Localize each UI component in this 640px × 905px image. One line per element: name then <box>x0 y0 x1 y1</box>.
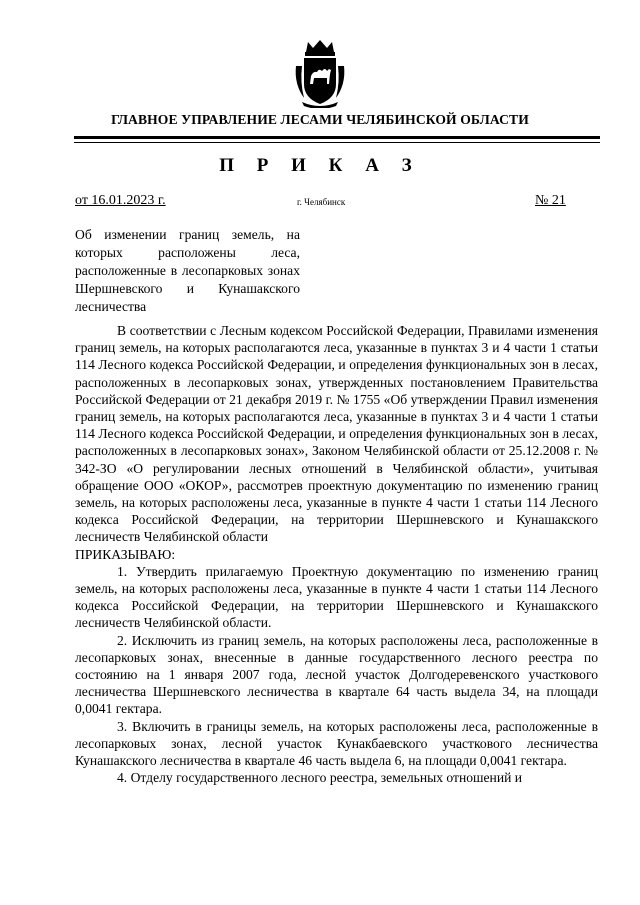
order-number: № 21 <box>535 193 566 208</box>
order-item-4: 4. Отделу государственного лесного реестра, земельных отношений и <box>117 770 523 786</box>
order-item-2: 2. Исключить из границ земель, на которых расположены леса, расположенные в лесопарковых зонах, внесенные в данные государственного лесного реестра по состоянию на 1 января 2007 года, лесной участок Долгодеревенского участкового лесничества Шершневского лесничества в квартале 64 часть выдела 34, на площади 0,0041 гектара. <box>75 632 598 717</box>
chelyabinsk-coat-of-arms-icon <box>292 38 348 108</box>
document-title: П Р И К А З <box>219 155 421 176</box>
order-item-3: 3. Включить в границы земель, на которых расположены леса, расположенные в лесопарковых зонах, лесной участок Кунакбаевского участкового лесничества Кунашакского лесничества в квартале 46 часть выдела 6, на площади 0,0041 гектара. <box>75 718 598 769</box>
organization-name: ГЛАВНОЕ УПРАВЛЕНИЕ ЛЕСАМИ ЧЕЛЯБИНСКОЙ ОБЛАСТИ <box>111 112 529 127</box>
order-item-1: 1. Утвердить прилагаемую Проектную документацию по изменению границ земель, на которых расположены леса, указанные в пункте 4 части 1 статьи 114 Лесного кодекса Российской Федерации, на территории Шершневского и Кунашакского лесничеств Челябинской области. <box>75 563 598 631</box>
order-date: от 16.01.2023 г. <box>75 193 166 208</box>
header-rule-thick <box>74 136 600 139</box>
order-body <box>75 322 598 786</box>
order-subject: Об изменении границ земель, на которых расположены леса, расположенные в лесопарковых зонах Шершневского и Кунашакского лесничества <box>75 227 300 314</box>
order-keyword: ПРИКАЗЫВАЮ: <box>75 546 176 562</box>
order-city: г. Челябинск <box>297 197 346 207</box>
header-rule-thin <box>74 142 600 143</box>
preamble-paragraph: В соответствии с Лесным кодексом Российской Федерации, Правилами изменения границ земель, на которых располагаются леса, указанные в пунктах 3 и 4 части 1 статьи 114 Лесного кодекса Российской Федерации, и определения функциональных зон в лесах, расположенных в лесопарковых зонах, утвержденных постановлением Правительства Российской Федерации от 21 декабря 2019 г. № 1755 «Об утверждении Правил изменения границ земель, на которых располагаются леса, указанные в пунктах 3 и 4 части 1 статьи 114 Лесного кодекса Российской Федерации, и определения функциональных зон в лесах, расположенных в лесопарковых зонах», Законом Челябинской области от 25.12.2008 г. № 342-ЗО «О регулировании лесных отношений в Челябинской области», учитывая обращение ООО «ОКОР», рассмотрев проектную документацию по изменению границ земель, на которых расположены леса, указанные в пункте 4 части 1 статьи 114 Лесного кодекса Российской Федерации, на территории Шершневского и Кунашакского лесничеств Челябинской области <box>75 323 598 545</box>
